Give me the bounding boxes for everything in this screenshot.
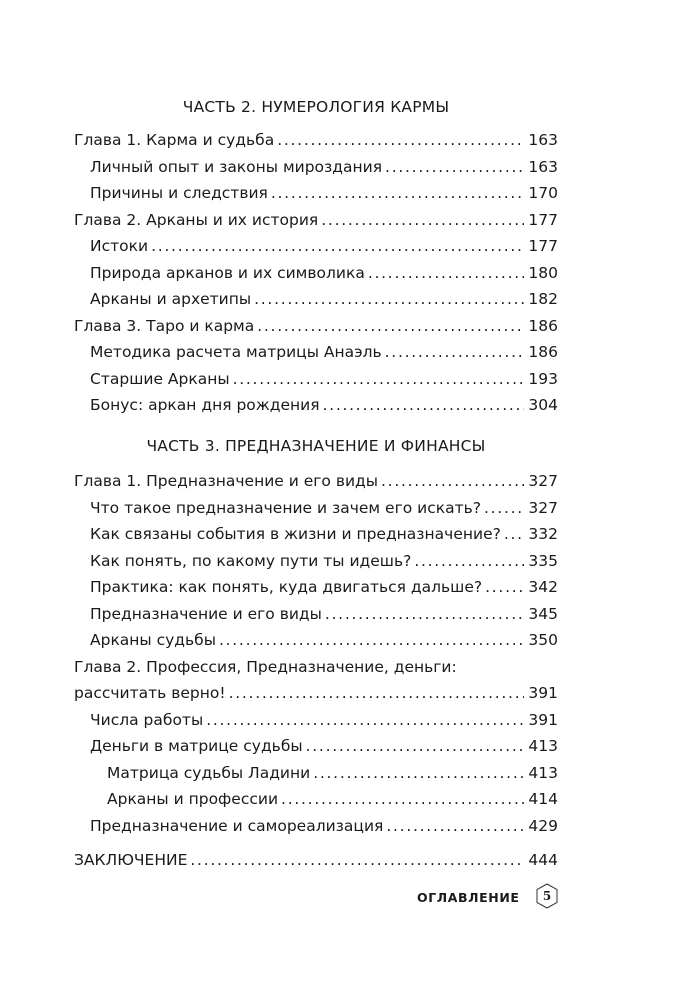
dot-leader [313,760,524,787]
dot-leader [386,813,524,840]
toc-entry-page: 177 [528,210,558,229]
toc-entry-page: 429 [528,816,558,835]
part-2-toc-list [74,127,558,419]
toc-entry[interactable] [74,180,558,207]
toc-entry-page: 182 [528,290,558,308]
dot-leader [368,260,525,287]
part-2-title: ЧАСТЬ 2. НУМЕРОЛОГИЯ КАРМЫ [182,98,450,116]
dot-leader [414,548,524,575]
toc-entry[interactable] [74,495,558,522]
dot-leader [271,180,525,207]
toc-entry-label: рассчитать верно! [74,684,226,702]
dot-leader [484,495,524,522]
toc-entry-label: Глава 1. Предназначение и его виды [74,472,379,490]
toc-entry-page: 163 [528,157,558,176]
toc-entry[interactable] [74,207,558,234]
conclusion-list [74,847,558,874]
toc-entry[interactable] [74,154,558,181]
dot-leader [229,680,525,707]
part-3-title: ЧАСТЬ 3. ПРЕДНАЗНАЧЕНИЕ И ФИНАНСЫ [146,437,486,455]
toc-entry[interactable] [74,627,558,654]
dot-leader [306,733,525,760]
page-number-badge [536,883,558,909]
dot-leader [323,392,525,419]
toc-entry-page: 332 [528,525,558,543]
toc-entry-page: 186 [528,316,558,335]
toc-entry-label: Глава 3. Таро и карма [74,316,255,335]
toc-entry-label: Арканы и профессии [107,790,279,808]
page-number: 5 [542,889,552,903]
toc-entry-label: Предназначение и его виды [90,604,322,623]
toc-entry[interactable] [74,601,558,628]
toc-entry-label: Глава 1. Карма и судьба [74,131,275,149]
toc-entry-label: Как связаны события в жизни и предназначение? [90,525,501,543]
dot-leader [504,521,525,548]
dot-leader [321,207,524,234]
toc-entry-page: 345 [528,604,558,623]
dot-leader [277,127,524,154]
toc-entry-label: Природа арканов и их символика [90,263,365,282]
dot-leader [381,468,524,495]
toc-entry-page: 193 [528,369,558,388]
toc-entry-label: Арканы и архетипы [90,290,252,308]
dot-leader [385,339,525,366]
dot-leader [385,154,524,181]
toc-entry-chapter-2-line-1[interactable] [74,654,558,681]
toc-entry-page: 327 [528,498,558,517]
dot-leader [257,313,524,340]
toc-entry-label: Глава 2. Профессия, Предназначение, деньги: [74,657,457,676]
toc-entry-label: ЗАКЛЮЧЕНИЕ [74,851,188,869]
dot-leader [206,707,524,734]
toc-entry-label: Старшие Арканы [90,369,230,388]
toc-entry[interactable] [74,468,558,495]
dot-leader [254,286,524,313]
toc-entry[interactable] [74,760,558,787]
toc-entry-page: 177 [528,237,558,255]
toc-entry[interactable] [74,233,558,260]
toc-entry[interactable] [74,286,558,313]
toc-entry[interactable] [74,392,558,419]
toc-entry-label: Как понять, по какому пути ты идешь? [90,551,412,570]
toc-entry-conclusion[interactable] [74,847,558,874]
toc-entry-label: Методика расчета матрицы Анаэль [90,343,382,361]
toc-entry[interactable] [74,548,558,575]
toc-entry-label: Арканы судьбы [90,631,216,649]
toc-entry-label: Бонус: аркан дня рождения [90,396,320,414]
part-3-toc-list [74,468,558,839]
toc-entry-page: 327 [528,472,558,490]
toc-entry-label: Числа работы [90,710,204,729]
toc-entry-label: Деньги в матрице судьбы [90,737,303,755]
toc-entry-page: 414 [528,790,558,808]
toc-entry-page: 180 [528,263,558,282]
toc-entry[interactable] [74,574,558,601]
toc-page [74,0,558,1000]
toc-entry[interactable] [74,707,558,734]
toc-entry-label: Личный опыт и законы мироздания [90,157,383,176]
dot-leader [233,366,525,393]
toc-entry[interactable] [74,127,558,154]
toc-entry-label: Предназначение и самореализация [90,816,384,835]
toc-entry-label: Причины и следствия [90,184,268,202]
toc-entry-page: 444 [528,851,558,869]
toc-entry-page: 163 [528,131,558,149]
toc-entry[interactable] [74,813,558,840]
toc-entry-page: 170 [528,184,558,202]
running-footer-section: ОГЛАВЛЕНИЕ [417,890,520,905]
dot-leader [485,574,524,601]
toc-entry[interactable] [74,786,558,813]
toc-entry-page: 304 [528,396,558,414]
toc-entry[interactable] [74,313,558,340]
dot-leader [219,627,524,654]
toc-entry-label: Истоки [90,237,149,255]
dot-leader [281,786,524,813]
dot-leader [190,847,524,874]
toc-entry-chapter-2-line-2[interactable] [74,680,558,707]
toc-entry[interactable] [74,260,558,287]
toc-entry-page: 413 [528,763,558,782]
toc-entry[interactable] [74,521,558,548]
toc-entry-label: Матрица судьбы Ладини [107,763,311,782]
toc-entry[interactable] [74,339,558,366]
toc-entry-label: Что такое предназначение и зачем его искать? [90,498,481,517]
toc-entry-page: 342 [528,578,558,596]
toc-entry-page: 413 [528,737,558,755]
toc-entry-label: Глава 2. Арканы и их история [74,210,319,229]
toc-entry-page: 186 [528,343,558,361]
toc-entry-label: Практика: как понять, куда двигаться дальше? [90,578,483,596]
toc-entry-page: 335 [528,551,558,570]
dot-leader [325,601,525,628]
toc-entry-page: 391 [528,684,558,702]
toc-entry[interactable] [74,733,558,760]
toc-entry-page: 350 [528,631,558,649]
toc-entry-page: 391 [528,710,558,729]
toc-entry[interactable] [74,366,558,393]
dot-leader [151,233,524,260]
